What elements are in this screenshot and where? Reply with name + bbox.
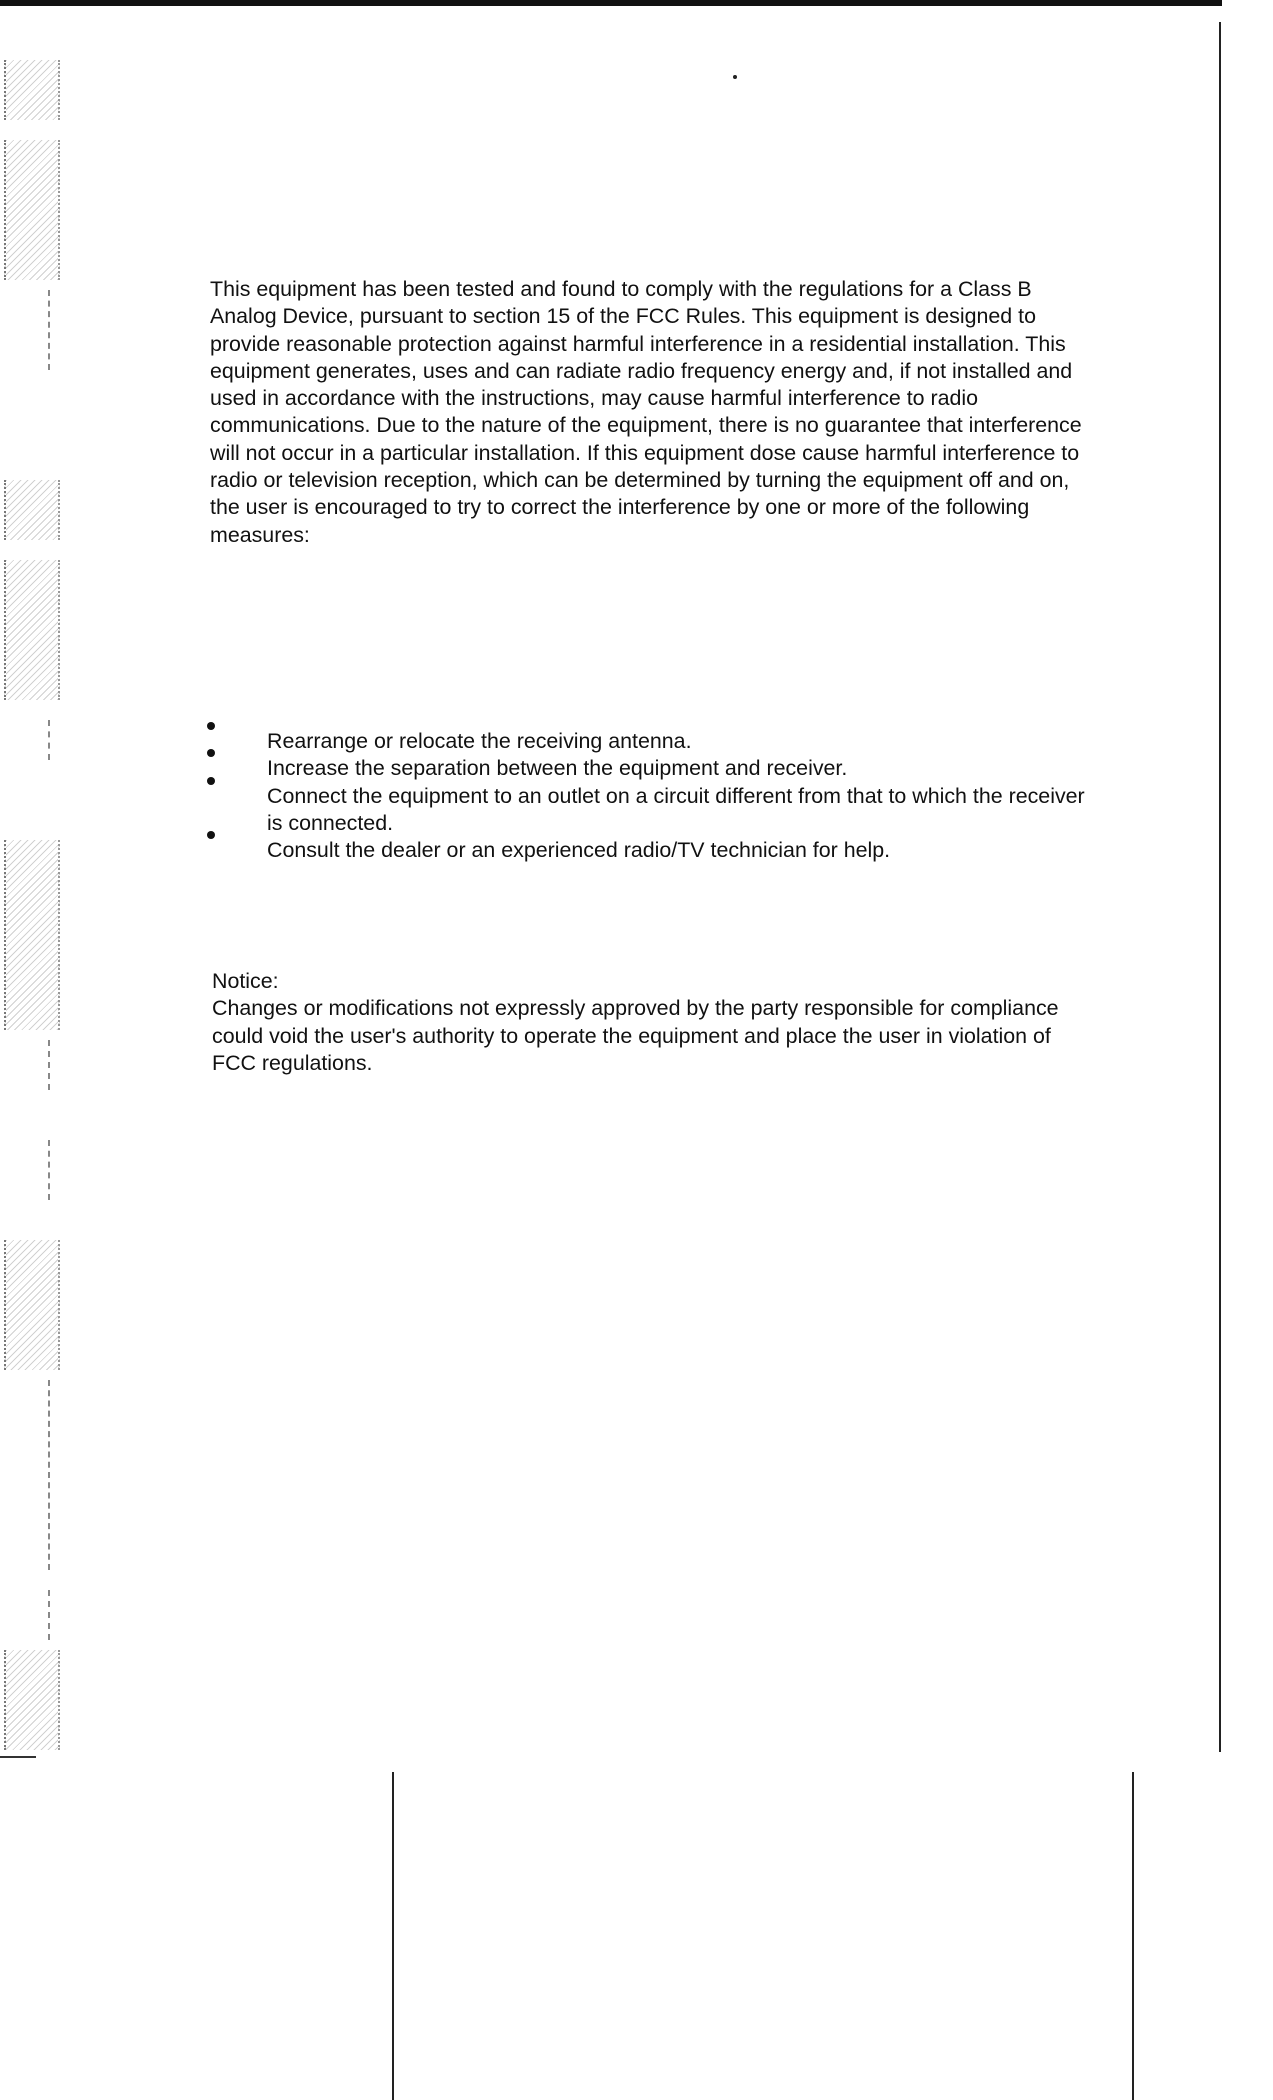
notice-heading: Notice:: [212, 969, 279, 993]
bullet-icon: [207, 831, 215, 839]
bullet-icon: [207, 722, 215, 730]
binding-dash: [48, 1590, 50, 1640]
binding-speckle: [4, 560, 60, 700]
bullet-icon: [207, 777, 215, 785]
binding-dash: [48, 720, 50, 760]
list-item: [205, 728, 1085, 755]
list-item: [205, 783, 1085, 838]
measure-text: Consult the dealer or an experienced radio/TV technician for help.: [267, 838, 891, 863]
binding-speckle: [4, 1240, 60, 1370]
binding-dash: [48, 1380, 50, 1570]
binding-speckle: [4, 60, 60, 120]
list-item: [205, 755, 1085, 782]
binding-speckle: [4, 480, 60, 540]
top-border-line: [0, 0, 1222, 6]
binding-speckle: [4, 140, 60, 280]
binding-speckle: [4, 1650, 60, 1750]
notice-body: Changes or modifications not expressly approved by the party responsible for compliance could void the user's authority to operate the equipment and place the user in violation of FCC regulations.: [212, 996, 1059, 1075]
bottom-frame-right-line: [1132, 1772, 1134, 2100]
binding-foot-line: [0, 1756, 36, 1758]
binding-scan-artifacts: [0, 40, 60, 1760]
notice-section: [212, 968, 1092, 1077]
right-border-line: [1219, 22, 1221, 1752]
bottom-frame-left-line: [392, 1772, 394, 2100]
measures-list: [205, 728, 1085, 864]
binding-speckle: [4, 840, 60, 1030]
measure-text: Connect the equipment to an outlet on a circuit different from that to which the receiver is connected.: [267, 783, 1085, 835]
binding-dash: [48, 1040, 50, 1090]
stray-ink-dot: [733, 75, 737, 79]
bullet-icon: [207, 749, 215, 757]
binding-dash: [48, 290, 50, 370]
binding-dash: [48, 1140, 50, 1200]
measure-text: Increase the separation between the equipment and receiver.: [267, 756, 848, 781]
fcc-statement: [210, 276, 1090, 549]
fcc-paragraph: This equipment has been tested and found to comply with the regulations for a Class B Analog Device, pursuant to section 15 of the FCC Rules. This equipment is designed to provide reasonable protection against harmful interference in a residential installation. This equipment generates, uses and can radiate radio frequency energy and, if not installed and used in accordance with the instructions, may cause harmful interference to radio communications. Due to the nature of the equipment, there is no guarantee that interference will not occur in a particular installation. If this equipment dose cause harmful interference to radio or television reception, which can be determined by turning the equipment off and on, the user is encouraged to try to correct the interference by one or more of the following measures:: [210, 277, 1082, 547]
measure-text: Rearrange or relocate the receiving antenna.: [267, 729, 692, 753]
list-item: [205, 837, 1085, 864]
